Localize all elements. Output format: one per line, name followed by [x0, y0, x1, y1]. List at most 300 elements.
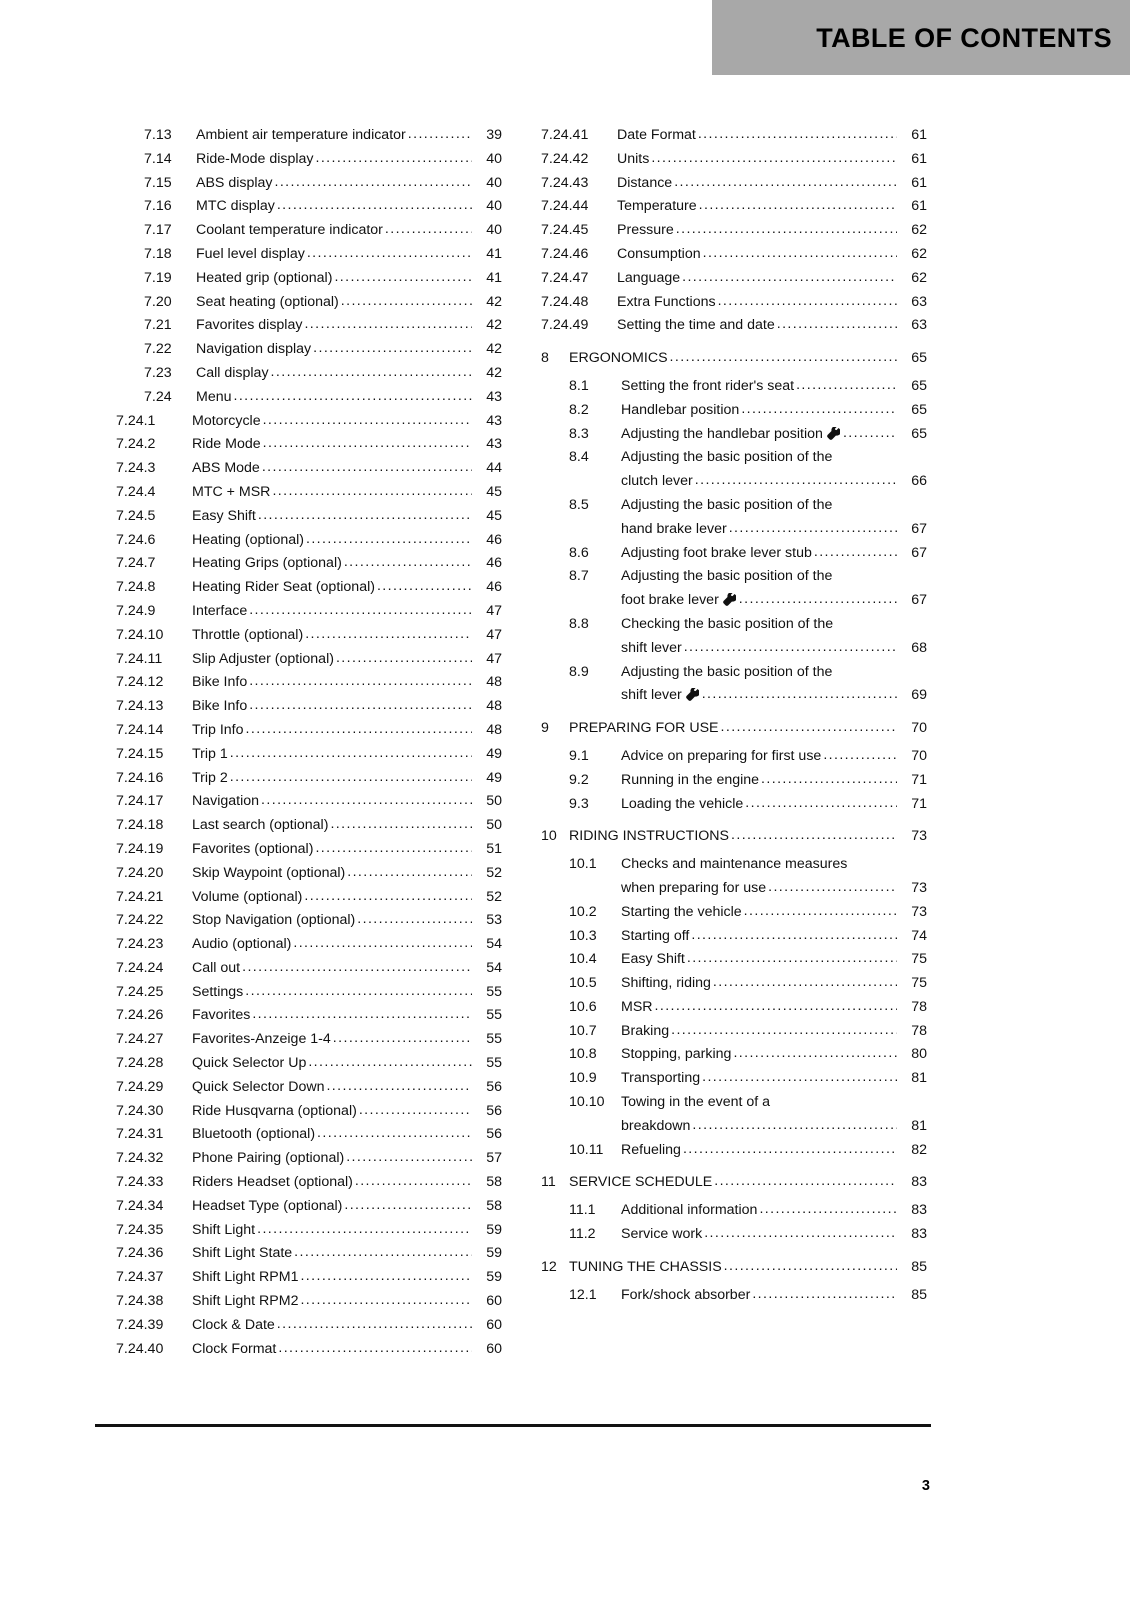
toc-entry[interactable] [116, 862, 502, 886]
toc-entry[interactable] [541, 375, 927, 399]
toc-entry-line [621, 853, 927, 877]
toc-entry-title-block [196, 219, 502, 243]
toc-leader-dots [315, 837, 472, 861]
toc-entry-line [192, 1242, 502, 1266]
toc-entry[interactable] [116, 314, 502, 338]
toc-entry-page: 81 [911, 1070, 927, 1087]
toc-entry[interactable] [116, 767, 502, 791]
toc-entry[interactable] [116, 1219, 502, 1243]
toc-entry-number: 7.24.2 [116, 436, 156, 453]
toc-entry-page: 61 [911, 198, 927, 215]
toc-entry-label: Bluetooth (optional) [192, 1126, 316, 1143]
toc-leader-dots [230, 766, 472, 790]
toc-entry-number: 7.24.9 [116, 602, 156, 619]
toc-entry-line [192, 1076, 502, 1100]
toc-entry-line [569, 1256, 927, 1280]
toc-entry-line [196, 172, 502, 196]
toc-entry[interactable] [116, 1004, 502, 1028]
toc-entry-label: Fork/shock absorber [621, 1286, 751, 1303]
toc-entry-page: 43 [486, 412, 502, 429]
toc-entry[interactable] [541, 148, 927, 172]
toc-entry-line [621, 1091, 927, 1115]
toc-entry[interactable] [116, 695, 502, 719]
toc-entry-title-block [569, 825, 927, 849]
toc-entry-page: 44 [486, 460, 502, 477]
toc-entry-label: Adjusting the basic position of the [621, 663, 833, 680]
toc-entry-page: 62 [911, 222, 927, 239]
toc-entry[interactable] [541, 124, 927, 148]
toc-entry[interactable] [541, 661, 927, 709]
toc-entry-number: 7.24.23 [116, 936, 164, 953]
toc-entry[interactable] [116, 1290, 502, 1314]
toc-entry-number: 7.24.29 [116, 1078, 164, 1095]
toc-entry-line [192, 648, 502, 672]
toc-leader-dots [316, 147, 473, 171]
toc-entry-number: 7.24.33 [116, 1174, 164, 1191]
toc-entry[interactable] [116, 1195, 502, 1219]
toc-entry[interactable] [541, 793, 927, 817]
toc-entry-title-block [192, 1028, 502, 1052]
toc-entry-page: 54 [486, 936, 502, 953]
toc-entry-label: Transporting [621, 1070, 701, 1087]
toc-entry[interactable] [541, 1199, 927, 1223]
toc-entry[interactable] [116, 386, 502, 410]
toc-entry-title-block [621, 1043, 927, 1067]
toc-entry-line [621, 1139, 927, 1163]
toc-entry-title-block [192, 719, 502, 743]
toc-entry-label: Refueling [621, 1141, 681, 1158]
toc-entry-title-block [192, 838, 502, 862]
wrench-icon [827, 427, 840, 440]
toc-leader-dots [304, 885, 472, 909]
toc-entry-line [617, 219, 927, 243]
toc-entry[interactable] [116, 552, 502, 576]
toc-entry-page: 51 [486, 840, 502, 857]
toc-entry-label-continued: shift lever [621, 687, 682, 704]
toc-entry-page: 40 [486, 222, 502, 239]
toc-entry-line [617, 267, 927, 291]
toc-entry-label: Braking [621, 1022, 670, 1039]
toc-entry-number: 8.9 [569, 663, 589, 680]
toc-entry-number: 11.1 [569, 1202, 596, 1219]
toc-entry-title-block [196, 124, 502, 148]
toc-entry-label: Adjusting the handlebar position [621, 425, 823, 442]
toc-entry-line [621, 1067, 927, 1091]
toc-leader-dots [729, 517, 897, 541]
toc-entry[interactable] [541, 1020, 927, 1044]
toc-entry-title-block [192, 1338, 502, 1362]
toc-entry[interactable] [541, 1256, 927, 1280]
toc-leader-dots [271, 361, 472, 385]
toc-entry-title-block [192, 1052, 502, 1076]
toc-entry-number: 7.24.16 [116, 769, 164, 786]
toc-entry-title-block [192, 1100, 502, 1124]
toc-entry[interactable] [541, 565, 927, 613]
toc-entry[interactable] [116, 648, 502, 672]
toc-entry[interactable] [116, 1242, 502, 1266]
toc-entry[interactable] [116, 267, 502, 291]
toc-entry[interactable] [116, 576, 502, 600]
toc-entry-line [621, 565, 927, 589]
toc-leader-dots [359, 1099, 472, 1123]
toc-entry-number: 8.2 [569, 401, 589, 418]
toc-entry-number: 10.3 [569, 927, 597, 944]
toc-entry-label: Motorcycle [192, 412, 261, 429]
toc-leader-dots [330, 813, 472, 837]
toc-entry-page: 47 [486, 626, 502, 643]
toc-entry-page: 53 [486, 912, 502, 929]
toc-entry-line [196, 267, 502, 291]
toc-entry-title-block [192, 1219, 502, 1243]
toc-entry[interactable] [116, 457, 502, 481]
toc-leader-dots [671, 1019, 897, 1043]
toc-entry-title-block [621, 423, 927, 447]
toc-entry[interactable] [541, 996, 927, 1020]
toc-entry-number: 7.24.5 [116, 507, 156, 524]
toc-entry[interactable] [116, 1171, 502, 1195]
toc-entry[interactable] [116, 1314, 502, 1338]
toc-entry[interactable] [541, 172, 927, 196]
toc-entry-label: Shifting, riding [621, 975, 711, 992]
toc-entry[interactable] [116, 624, 502, 648]
toc-entry-page: 43 [486, 388, 502, 405]
toc-entry-label: Last search (optional) [192, 817, 329, 834]
toc-entry-page: 78 [911, 1022, 927, 1039]
toc-entry[interactable] [116, 338, 502, 362]
toc-entry-page: 46 [486, 531, 502, 548]
toc-entry-page: 49 [486, 769, 502, 786]
toc-entry-label: Ride-Mode display [196, 150, 314, 167]
toc-leader-dots [744, 900, 897, 924]
toc-entry[interactable] [541, 925, 927, 949]
toc-entry-page: 67 [911, 544, 927, 561]
toc-entry-page: 56 [486, 1102, 502, 1119]
toc-entry-label: ABS Mode [192, 460, 260, 477]
toc-entry-title-block [621, 542, 927, 566]
toc-entry-label: Units [617, 150, 650, 167]
toc-entry-page: 55 [486, 983, 502, 1000]
toc-entry-label-continued: foot brake lever [621, 592, 719, 609]
toc-entry-label: Favorites (optional) [192, 840, 314, 857]
toc-entry[interactable] [116, 410, 502, 434]
toc-entry-number: 7.24.25 [116, 983, 164, 1000]
toc-entry-title-block [192, 600, 502, 624]
toc-leader-dots [263, 432, 472, 456]
toc-entry-page: 69 [911, 687, 927, 704]
toc-entry-title-block [569, 1256, 927, 1280]
toc-entry-page: 81 [911, 1117, 927, 1134]
toc-entry-label: Adjusting foot brake lever stub [621, 544, 812, 561]
toc-entry-number: 7.24.3 [116, 460, 156, 477]
toc-entry[interactable] [116, 743, 502, 767]
toc-entry-label: Extra Functions [617, 293, 716, 310]
toc-entry[interactable] [541, 1171, 927, 1195]
toc-entry[interactable] [541, 717, 927, 741]
toc-entry[interactable] [541, 1223, 927, 1247]
toc-entry-label: Riders Headset (optional) [192, 1174, 353, 1191]
toc-entry[interactable] [116, 1123, 502, 1147]
toc-entry[interactable] [116, 814, 502, 838]
toc-entry-line-continued [621, 877, 927, 901]
toc-entry-page: 56 [486, 1078, 502, 1095]
toc-entry[interactable] [116, 1147, 502, 1171]
toc-entry-page: 61 [911, 150, 927, 167]
toc-leader-dots [326, 1075, 472, 1099]
toc-entry-title-block [192, 909, 502, 933]
toc-entry-page: 62 [911, 269, 927, 286]
toc-entry[interactable] [116, 790, 502, 814]
toc-entry-title-block [192, 1171, 502, 1195]
toc-entry-number: 7.24.36 [116, 1245, 164, 1262]
toc-leader-dots [377, 575, 472, 599]
toc-entry-page: 46 [486, 579, 502, 596]
toc-entry-page: 41 [486, 269, 502, 286]
toc-entry-page: 52 [486, 888, 502, 905]
toc-entry[interactable] [541, 347, 927, 371]
toc-entry[interactable] [116, 719, 502, 743]
toc-entry[interactable] [116, 1052, 502, 1076]
toc-entry[interactable] [116, 1266, 502, 1290]
toc-entry-title-block [196, 148, 502, 172]
toc-entry-line [192, 1171, 502, 1195]
toc-entry-line [192, 433, 502, 457]
toc-leader-dots [333, 1027, 472, 1051]
toc-entry[interactable] [541, 243, 927, 267]
toc-entry[interactable] [116, 671, 502, 695]
toc-entry[interactable] [116, 124, 502, 148]
toc-entry[interactable] [116, 219, 502, 243]
toc-entry-page: 70 [911, 720, 927, 737]
toc-entry[interactable] [541, 1091, 927, 1139]
toc-entry[interactable] [541, 972, 927, 996]
toc-entry[interactable] [116, 600, 502, 624]
toc-entry[interactable] [116, 886, 502, 910]
toc-entry-label: Distance [617, 174, 673, 191]
toc-entry-title-block [621, 901, 927, 925]
toc-entry[interactable] [116, 481, 502, 505]
toc-entry[interactable] [541, 446, 927, 494]
toc-entry-page: 39 [486, 127, 502, 143]
toc-leader-dots [245, 980, 472, 1004]
toc-entry-page: 73 [911, 828, 927, 845]
toc-entry-label: Heating (optional) [192, 531, 304, 548]
toc-entry-page: 65 [911, 377, 927, 394]
toc-entry[interactable] [541, 399, 927, 423]
wrench-icon [686, 688, 699, 701]
toc-leader-dots [357, 908, 472, 932]
toc-entry-line-continued [621, 1115, 927, 1139]
toc-entry-number: 8.8 [569, 615, 589, 632]
toc-entry-label: Settings [192, 983, 244, 1000]
toc-entry[interactable] [116, 362, 502, 386]
toc-entry-page: 66 [911, 473, 927, 490]
toc-entry-label: Consumption [617, 245, 701, 262]
toc-entry[interactable] [116, 195, 502, 219]
toc-entry[interactable] [541, 1043, 927, 1067]
toc-entry-label: Running in the engine [621, 771, 760, 788]
toc-entry[interactable] [116, 909, 502, 933]
toc-entry-line [192, 505, 502, 529]
toc-entry[interactable] [116, 1100, 502, 1124]
toc-entry-number: 7.24.41 [541, 127, 589, 143]
toc-leader-dots [261, 789, 472, 813]
toc-entry[interactable] [116, 981, 502, 1005]
toc-entry-page: 43 [486, 436, 502, 453]
toc-leader-dots [344, 551, 472, 575]
toc-entry[interactable] [116, 1076, 502, 1100]
toc-entry-line [192, 695, 502, 719]
toc-entry[interactable] [541, 314, 927, 338]
toc-entry-title-block [621, 972, 927, 996]
toc-entry[interactable] [541, 494, 927, 542]
toc-entry-page: 54 [486, 959, 502, 976]
toc-entry-number: 10.6 [569, 998, 597, 1015]
toc-leader-dots [718, 290, 897, 314]
toc-entry-number: 11 [541, 1174, 556, 1191]
toc-entry-page: 71 [911, 795, 927, 812]
toc-entry-number: 10.7 [569, 1022, 597, 1039]
toc-entry[interactable] [541, 853, 927, 901]
toc-entry-number: 7.24.22 [116, 912, 164, 929]
toc-leader-dots [683, 1138, 897, 1162]
toc-entry-line [196, 124, 502, 148]
toc-entry[interactable] [541, 769, 927, 793]
toc-leader-dots [759, 1198, 897, 1222]
toc-entry-page: 47 [486, 602, 502, 619]
toc-entry-page: 58 [486, 1197, 502, 1214]
toc-entry[interactable] [116, 1028, 502, 1052]
toc-leader-dots [300, 1289, 472, 1313]
toc-entry[interactable] [541, 901, 927, 925]
toc-entry-label: Service work [621, 1226, 703, 1243]
toc-entry-label: Date Format [617, 127, 696, 143]
toc-entry-title-block [192, 433, 502, 457]
toc-entry-page: 78 [911, 998, 927, 1015]
toc-entry-label: Clock & Date [192, 1316, 275, 1333]
toc-entry[interactable] [116, 933, 502, 957]
toc-entry[interactable] [116, 243, 502, 267]
toc-entry-title-block [621, 565, 927, 613]
toc-entry-label: Fuel level display [196, 245, 305, 262]
toc-entry-title-block [196, 195, 502, 219]
toc-entry-page: 56 [486, 1126, 502, 1143]
toc-entry-line [192, 457, 502, 481]
toc-entry-line [192, 767, 502, 791]
toc-entry[interactable] [541, 1284, 927, 1308]
toc-entry[interactable] [541, 267, 927, 291]
toc-entry-label: Pressure [617, 222, 674, 239]
toc-entry-line [196, 362, 502, 386]
toc-entry-page: 57 [486, 1150, 502, 1167]
toc-entry-line-continued [621, 470, 927, 494]
toc-entry-label: Ambient air temperature indicator [196, 127, 406, 143]
toc-entry-title-block [192, 1266, 502, 1290]
toc-entry-label: Adjusting the basic position of the [621, 496, 833, 513]
toc-entry-number: 8.6 [569, 544, 589, 561]
toc-entry[interactable] [541, 1067, 927, 1091]
toc-entry-line [569, 717, 927, 741]
toc-entry-label-continued: breakdown [621, 1117, 691, 1134]
toc-entry-page: 61 [911, 174, 927, 191]
toc-entry-page: 42 [486, 341, 502, 358]
toc-leader-dots [651, 147, 897, 171]
toc-entry-number: 7.24.30 [116, 1102, 164, 1119]
toc-entry[interactable] [116, 148, 502, 172]
toc-entry[interactable] [116, 838, 502, 862]
toc-entry-title-block [192, 790, 502, 814]
toc-leader-dots [655, 995, 897, 1019]
toc-entry-line [621, 769, 927, 793]
toc-entry-title-block [621, 948, 927, 972]
toc-entry-page: 74 [911, 927, 927, 944]
toc-entry-number: 7.24.43 [541, 174, 589, 191]
toc-entry[interactable] [116, 957, 502, 981]
toc-entry[interactable] [541, 745, 927, 769]
toc-leader-dots [814, 541, 897, 565]
toc-entry[interactable] [541, 195, 927, 219]
toc-entry-number: 8.3 [569, 425, 589, 442]
toc-entry-title-block [192, 624, 502, 648]
toc-entry[interactable] [541, 542, 927, 566]
toc-entry[interactable] [541, 825, 927, 849]
toc-entry-line [569, 347, 927, 371]
toc-entry-label: Shift Light RPM1 [192, 1269, 299, 1286]
toc-entry-number: 7.20 [144, 293, 172, 310]
toc-entry[interactable] [116, 291, 502, 315]
toc-entry-page: 75 [911, 975, 927, 992]
toc-entry[interactable] [541, 1139, 927, 1163]
toc-leader-dots [777, 313, 897, 337]
toc-leader-dots [234, 385, 473, 409]
toc-entry-line [621, 793, 927, 817]
toc-entry-label: Stop Navigation (optional) [192, 912, 356, 929]
toc-entry-title-block [192, 457, 502, 481]
toc-entry[interactable] [541, 948, 927, 972]
toc-leader-dots [674, 171, 897, 195]
wrench-icon [723, 593, 736, 606]
toc-entry-title-block [192, 1076, 502, 1100]
table-of-contents [0, 124, 1130, 1361]
toc-entry-page: 45 [486, 507, 502, 524]
toc-entry-label: Trip Info [192, 721, 244, 738]
toc-leader-dots [249, 599, 472, 623]
toc-entry-number: 7.24.45 [541, 222, 589, 239]
toc-entry[interactable] [116, 172, 502, 196]
toc-entry-label: SERVICE SCHEDULE [569, 1174, 713, 1191]
toc-entry[interactable] [541, 219, 927, 243]
toc-entry-page: 60 [486, 1316, 502, 1333]
toc-entry-line [192, 814, 502, 838]
toc-entry[interactable] [116, 505, 502, 529]
toc-entry[interactable] [116, 433, 502, 457]
toc-entry-label: Shift Light RPM2 [192, 1293, 299, 1310]
toc-entry-number: 7.24.38 [116, 1293, 164, 1310]
toc-entry-line [192, 576, 502, 600]
toc-entry[interactable] [116, 529, 502, 553]
toc-entry[interactable] [541, 613, 927, 661]
toc-entry[interactable] [541, 291, 927, 315]
toc-entry-label: Shift Light State [192, 1245, 293, 1262]
toc-entry-label: Easy Shift [192, 507, 256, 524]
toc-entry-page: 59 [486, 1269, 502, 1286]
toc-entry-page: 80 [911, 1046, 927, 1063]
toc-entry-page: 61 [911, 127, 927, 143]
toc-entry[interactable] [116, 1338, 502, 1362]
toc-entry-line [192, 743, 502, 767]
toc-entry-title-block [192, 981, 502, 1005]
toc-leader-dots [761, 768, 897, 792]
toc-entry[interactable] [541, 423, 927, 447]
